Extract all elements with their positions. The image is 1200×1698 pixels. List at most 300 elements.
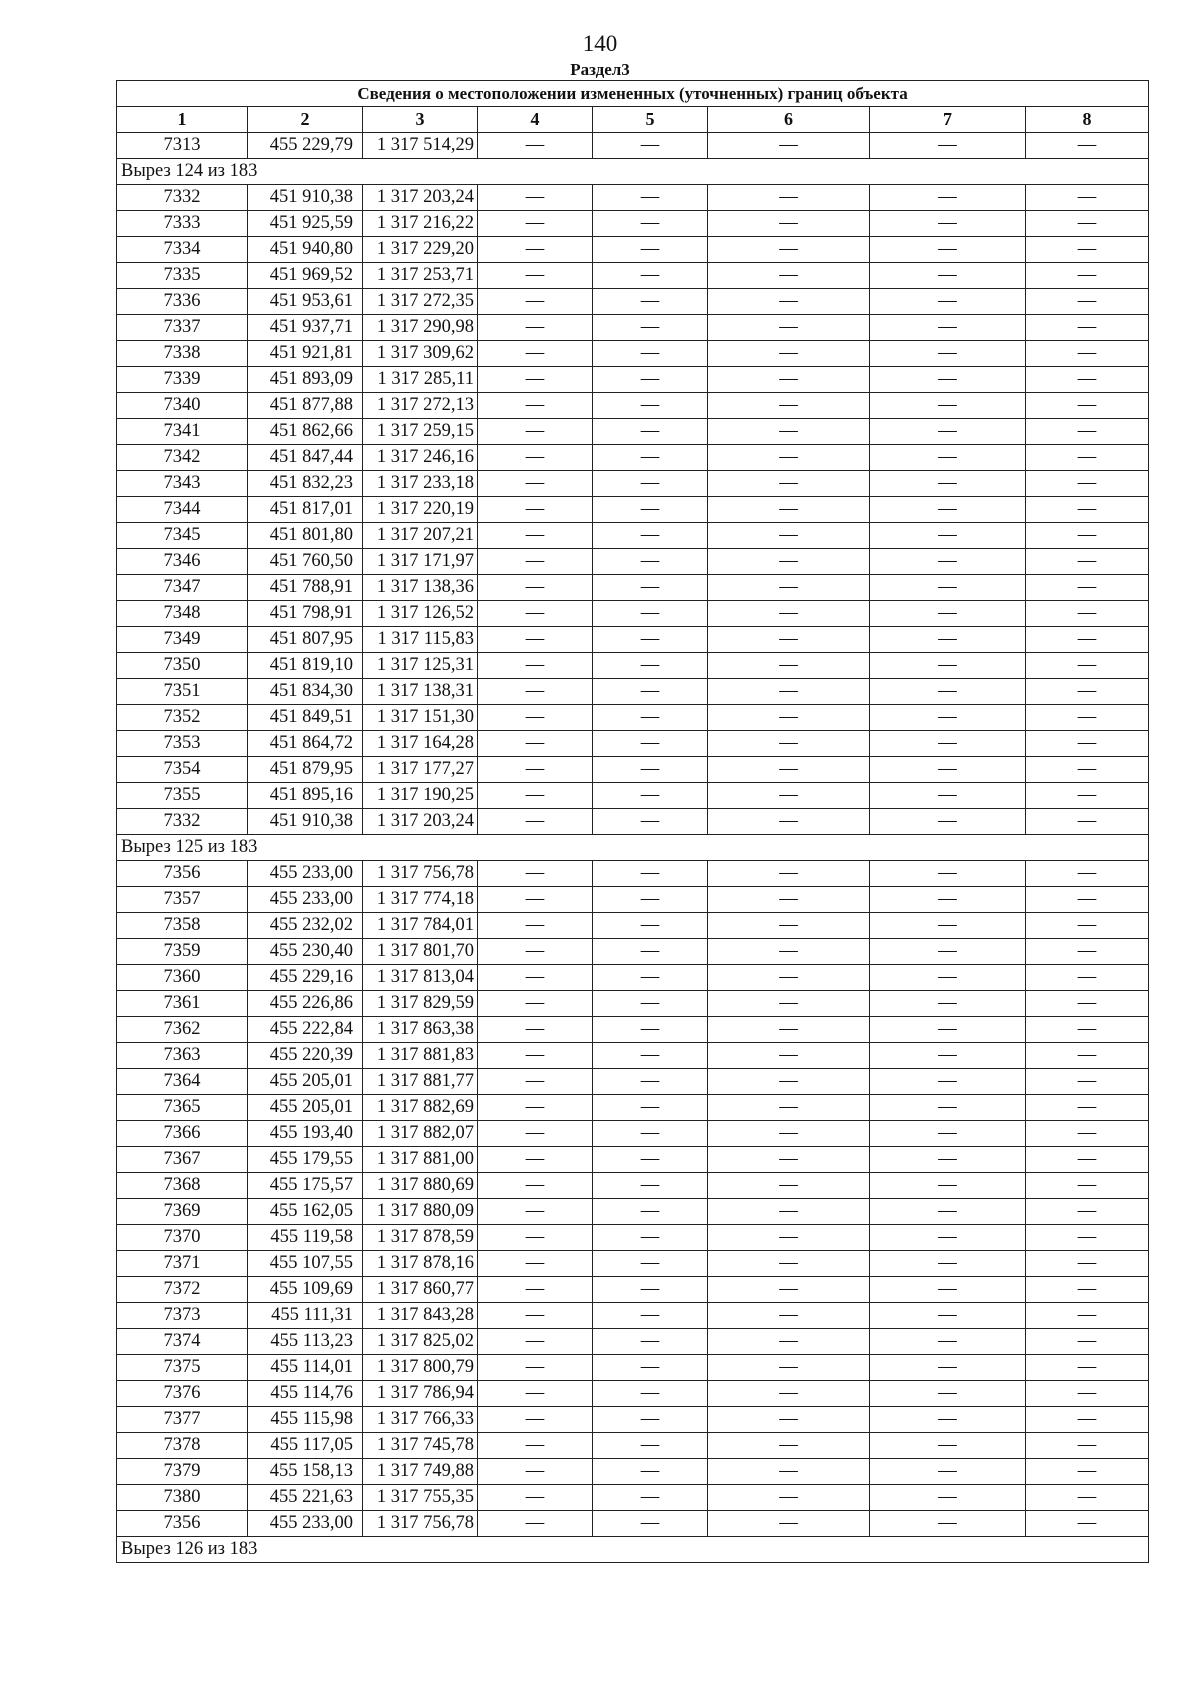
empty-value-dash: —	[870, 185, 1026, 211]
empty-value-dash: —	[478, 185, 593, 211]
empty-value-dash: —	[870, 965, 1026, 991]
x-coordinate: 455 114,76	[248, 1381, 363, 1407]
table-row	[117, 133, 1149, 159]
y-coordinate: 1 317 246,16	[363, 445, 478, 471]
coordinates-table	[116, 80, 1149, 1563]
x-coordinate: 451 921,81	[248, 341, 363, 367]
x-coordinate: 451 895,16	[248, 783, 363, 809]
point-number: 7340	[117, 393, 248, 419]
empty-value-dash: —	[708, 1251, 870, 1277]
empty-value-dash: —	[478, 1147, 593, 1173]
column-header: 1	[117, 107, 248, 133]
point-number: 7353	[117, 731, 248, 757]
table-row	[117, 1485, 1149, 1511]
empty-value-dash: —	[870, 1225, 1026, 1251]
empty-value-dash: —	[1026, 913, 1149, 939]
empty-value-dash: —	[708, 133, 870, 159]
empty-value-dash: —	[1026, 549, 1149, 575]
table-row	[117, 497, 1149, 523]
y-coordinate: 1 317 229,20	[363, 237, 478, 263]
empty-value-dash: —	[708, 185, 870, 211]
empty-value-dash: —	[1026, 809, 1149, 835]
empty-value-dash: —	[708, 289, 870, 315]
column-header: 2	[248, 107, 363, 133]
empty-value-dash: —	[1026, 315, 1149, 341]
empty-value-dash: —	[1026, 1485, 1149, 1511]
x-coordinate: 455 175,57	[248, 1173, 363, 1199]
empty-value-dash: —	[708, 1459, 870, 1485]
cut-label: Вырез 124 из 183	[117, 159, 1149, 185]
empty-value-dash: —	[870, 939, 1026, 965]
point-number: 7335	[117, 263, 248, 289]
table-row	[117, 783, 1149, 809]
empty-value-dash: —	[870, 1251, 1026, 1277]
empty-value-dash: —	[708, 679, 870, 705]
empty-value-dash: —	[1026, 653, 1149, 679]
empty-value-dash: —	[593, 289, 708, 315]
empty-value-dash: —	[870, 679, 1026, 705]
table-row	[117, 1433, 1149, 1459]
empty-value-dash: —	[708, 627, 870, 653]
point-number: 7343	[117, 471, 248, 497]
table-row	[117, 861, 1149, 887]
empty-value-dash: —	[708, 731, 870, 757]
table-row	[117, 289, 1149, 315]
x-coordinate: 455 205,01	[248, 1069, 363, 1095]
y-coordinate: 1 317 878,59	[363, 1225, 478, 1251]
empty-value-dash: —	[593, 1433, 708, 1459]
x-coordinate: 451 862,66	[248, 419, 363, 445]
y-coordinate: 1 317 800,79	[363, 1355, 478, 1381]
empty-value-dash: —	[478, 965, 593, 991]
empty-value-dash: —	[478, 913, 593, 939]
x-coordinate: 455 111,31	[248, 1303, 363, 1329]
empty-value-dash: —	[1026, 1277, 1149, 1303]
table-row	[117, 185, 1149, 211]
empty-value-dash: —	[593, 263, 708, 289]
empty-value-dash: —	[708, 1095, 870, 1121]
empty-value-dash: —	[478, 1199, 593, 1225]
empty-value-dash: —	[708, 211, 870, 237]
x-coordinate: 455 233,00	[248, 887, 363, 913]
y-coordinate: 1 317 756,78	[363, 861, 478, 887]
empty-value-dash: —	[708, 237, 870, 263]
empty-value-dash: —	[870, 1511, 1026, 1537]
x-coordinate: 455 205,01	[248, 1095, 363, 1121]
point-number: 7380	[117, 1485, 248, 1511]
table-row	[117, 237, 1149, 263]
point-number: 7374	[117, 1329, 248, 1355]
empty-value-dash: —	[870, 1329, 1026, 1355]
empty-value-dash: —	[478, 289, 593, 315]
y-coordinate: 1 317 745,78	[363, 1433, 478, 1459]
y-coordinate: 1 317 784,01	[363, 913, 478, 939]
empty-value-dash: —	[870, 1303, 1026, 1329]
empty-value-dash: —	[1026, 133, 1149, 159]
empty-value-dash: —	[1026, 1121, 1149, 1147]
point-number: 7378	[117, 1433, 248, 1459]
empty-value-dash: —	[708, 809, 870, 835]
empty-value-dash: —	[708, 549, 870, 575]
x-coordinate: 455 113,23	[248, 1329, 363, 1355]
empty-value-dash: —	[593, 653, 708, 679]
empty-value-dash: —	[870, 393, 1026, 419]
empty-value-dash: —	[593, 133, 708, 159]
empty-value-dash: —	[478, 1173, 593, 1199]
y-coordinate: 1 317 203,24	[363, 809, 478, 835]
empty-value-dash: —	[870, 705, 1026, 731]
column-header: 4	[478, 107, 593, 133]
empty-value-dash: —	[1026, 1303, 1149, 1329]
y-coordinate: 1 317 881,83	[363, 1043, 478, 1069]
empty-value-dash: —	[870, 731, 1026, 757]
empty-value-dash: —	[478, 861, 593, 887]
y-coordinate: 1 317 190,25	[363, 783, 478, 809]
empty-value-dash: —	[870, 471, 1026, 497]
empty-value-dash: —	[708, 1121, 870, 1147]
empty-value-dash: —	[708, 991, 870, 1017]
empty-value-dash: —	[478, 575, 593, 601]
empty-value-dash: —	[593, 1095, 708, 1121]
y-coordinate: 1 317 216,22	[363, 211, 478, 237]
empty-value-dash: —	[1026, 1355, 1149, 1381]
empty-value-dash: —	[708, 1173, 870, 1199]
x-coordinate: 451 893,09	[248, 367, 363, 393]
empty-value-dash: —	[1026, 861, 1149, 887]
empty-value-dash: —	[1026, 1459, 1149, 1485]
empty-value-dash: —	[708, 1277, 870, 1303]
page-number: 140	[582, 31, 618, 56]
point-number: 7342	[117, 445, 248, 471]
empty-value-dash: —	[870, 419, 1026, 445]
empty-value-dash: —	[870, 991, 1026, 1017]
y-coordinate: 1 317 881,77	[363, 1069, 478, 1095]
table-row	[117, 1277, 1149, 1303]
x-coordinate: 451 807,95	[248, 627, 363, 653]
y-coordinate: 1 317 220,19	[363, 497, 478, 523]
y-coordinate: 1 317 138,31	[363, 679, 478, 705]
empty-value-dash: —	[870, 445, 1026, 471]
empty-value-dash: —	[1026, 289, 1149, 315]
empty-value-dash: —	[1026, 393, 1149, 419]
x-coordinate: 451 937,71	[248, 315, 363, 341]
table-row	[117, 367, 1149, 393]
x-coordinate: 451 834,30	[248, 679, 363, 705]
y-coordinate: 1 317 766,33	[363, 1407, 478, 1433]
empty-value-dash: —	[478, 1433, 593, 1459]
empty-value-dash: —	[870, 341, 1026, 367]
empty-value-dash: —	[1026, 263, 1149, 289]
empty-value-dash: —	[1026, 1043, 1149, 1069]
point-number: 7377	[117, 1407, 248, 1433]
empty-value-dash: —	[478, 549, 593, 575]
empty-value-dash: —	[478, 237, 593, 263]
empty-value-dash: —	[1026, 211, 1149, 237]
empty-value-dash: —	[478, 939, 593, 965]
empty-value-dash: —	[708, 1407, 870, 1433]
empty-value-dash: —	[593, 679, 708, 705]
point-number: 7363	[117, 1043, 248, 1069]
empty-value-dash: —	[708, 1199, 870, 1225]
table-row	[117, 887, 1149, 913]
empty-value-dash: —	[708, 887, 870, 913]
empty-value-dash: —	[478, 1407, 593, 1433]
x-coordinate: 451 910,38	[248, 809, 363, 835]
empty-value-dash: —	[478, 1069, 593, 1095]
empty-value-dash: —	[708, 913, 870, 939]
empty-value-dash: —	[1026, 705, 1149, 731]
point-number: 7344	[117, 497, 248, 523]
empty-value-dash: —	[478, 783, 593, 809]
point-number: 7332	[117, 809, 248, 835]
empty-value-dash: —	[478, 1355, 593, 1381]
table-row	[117, 1303, 1149, 1329]
empty-value-dash: —	[1026, 1017, 1149, 1043]
empty-value-dash: —	[1026, 1225, 1149, 1251]
empty-value-dash: —	[870, 887, 1026, 913]
table-row	[117, 731, 1149, 757]
empty-value-dash: —	[478, 1329, 593, 1355]
empty-value-dash: —	[708, 575, 870, 601]
empty-value-dash: —	[1026, 237, 1149, 263]
y-coordinate: 1 317 164,28	[363, 731, 478, 757]
table-row	[117, 315, 1149, 341]
empty-value-dash: —	[708, 1225, 870, 1251]
empty-value-dash: —	[593, 1069, 708, 1095]
y-coordinate: 1 317 774,18	[363, 887, 478, 913]
empty-value-dash: —	[1026, 419, 1149, 445]
point-number: 7361	[117, 991, 248, 1017]
empty-value-dash: —	[478, 1017, 593, 1043]
y-coordinate: 1 317 309,62	[363, 341, 478, 367]
empty-value-dash: —	[478, 471, 593, 497]
empty-value-dash: —	[708, 471, 870, 497]
empty-value-dash: —	[870, 1381, 1026, 1407]
empty-value-dash: —	[478, 1381, 593, 1407]
table-caption-row	[117, 81, 1149, 107]
x-coordinate: 455 220,39	[248, 1043, 363, 1069]
empty-value-dash: —	[593, 1017, 708, 1043]
table-row	[117, 1043, 1149, 1069]
empty-value-dash: —	[708, 445, 870, 471]
table-row	[117, 575, 1149, 601]
empty-value-dash: —	[708, 757, 870, 783]
cut-label-row	[117, 1537, 1149, 1563]
point-number: 7373	[117, 1303, 248, 1329]
point-number: 7356	[117, 861, 248, 887]
point-number: 7359	[117, 939, 248, 965]
table-row	[117, 549, 1149, 575]
empty-value-dash: —	[870, 211, 1026, 237]
empty-value-dash: —	[478, 1485, 593, 1511]
y-coordinate: 1 317 749,88	[363, 1459, 478, 1485]
empty-value-dash: —	[708, 1147, 870, 1173]
x-coordinate: 451 801,80	[248, 523, 363, 549]
empty-value-dash: —	[478, 1459, 593, 1485]
empty-value-dash: —	[870, 1199, 1026, 1225]
empty-value-dash: —	[593, 549, 708, 575]
table-row	[117, 393, 1149, 419]
table-row	[117, 1407, 1149, 1433]
empty-value-dash: —	[708, 1017, 870, 1043]
empty-value-dash: —	[1026, 1381, 1149, 1407]
empty-value-dash: —	[708, 315, 870, 341]
empty-value-dash: —	[870, 1095, 1026, 1121]
y-coordinate: 1 317 259,15	[363, 419, 478, 445]
point-number: 7375	[117, 1355, 248, 1381]
empty-value-dash: —	[1026, 601, 1149, 627]
empty-value-dash: —	[1026, 1173, 1149, 1199]
point-number: 7351	[117, 679, 248, 705]
empty-value-dash: —	[593, 367, 708, 393]
empty-value-dash: —	[708, 1433, 870, 1459]
y-coordinate: 1 317 177,27	[363, 757, 478, 783]
table-row	[117, 1329, 1149, 1355]
empty-value-dash: —	[870, 1147, 1026, 1173]
table-row	[117, 1459, 1149, 1485]
empty-value-dash: —	[593, 705, 708, 731]
y-coordinate: 1 317 233,18	[363, 471, 478, 497]
table-row	[117, 1147, 1149, 1173]
point-number: 7379	[117, 1459, 248, 1485]
x-coordinate: 455 117,05	[248, 1433, 363, 1459]
empty-value-dash: —	[1026, 575, 1149, 601]
empty-value-dash: —	[478, 757, 593, 783]
column-header: 3	[363, 107, 478, 133]
empty-value-dash: —	[1026, 497, 1149, 523]
table-row	[117, 1251, 1149, 1277]
empty-value-dash: —	[708, 1381, 870, 1407]
empty-value-dash: —	[593, 497, 708, 523]
empty-value-dash: —	[870, 627, 1026, 653]
x-coordinate: 451 832,23	[248, 471, 363, 497]
empty-value-dash: —	[870, 783, 1026, 809]
empty-value-dash: —	[593, 601, 708, 627]
cut-label: Вырез 126 из 183	[117, 1537, 1149, 1563]
table-row	[117, 419, 1149, 445]
empty-value-dash: —	[478, 497, 593, 523]
empty-value-dash: —	[870, 757, 1026, 783]
empty-value-dash: —	[708, 783, 870, 809]
empty-value-dash: —	[593, 445, 708, 471]
x-coordinate: 455 233,00	[248, 861, 363, 887]
empty-value-dash: —	[708, 705, 870, 731]
empty-value-dash: —	[593, 1121, 708, 1147]
empty-value-dash: —	[478, 705, 593, 731]
empty-value-dash: —	[478, 1303, 593, 1329]
x-coordinate: 451 953,61	[248, 289, 363, 315]
table-row	[117, 627, 1149, 653]
x-coordinate: 451 864,72	[248, 731, 363, 757]
empty-value-dash: —	[1026, 783, 1149, 809]
point-number: 7352	[117, 705, 248, 731]
empty-value-dash: —	[870, 1277, 1026, 1303]
table-row	[117, 965, 1149, 991]
table-row	[117, 705, 1149, 731]
y-coordinate: 1 317 755,35	[363, 1485, 478, 1511]
empty-value-dash: —	[593, 523, 708, 549]
y-coordinate: 1 317 880,69	[363, 1173, 478, 1199]
point-number: 7313	[117, 133, 248, 159]
empty-value-dash: —	[1026, 471, 1149, 497]
x-coordinate: 451 910,38	[248, 185, 363, 211]
point-number: 7333	[117, 211, 248, 237]
section-title: Раздел3	[570, 60, 630, 79]
empty-value-dash: —	[870, 1459, 1026, 1485]
empty-value-dash: —	[708, 1329, 870, 1355]
empty-value-dash: —	[1026, 1511, 1149, 1537]
x-coordinate: 455 119,58	[248, 1225, 363, 1251]
table-body	[117, 133, 1149, 1563]
empty-value-dash: —	[870, 315, 1026, 341]
y-coordinate: 1 317 253,71	[363, 263, 478, 289]
empty-value-dash: —	[593, 939, 708, 965]
x-coordinate: 451 798,91	[248, 601, 363, 627]
table-row	[117, 1225, 1149, 1251]
y-coordinate: 1 317 863,38	[363, 1017, 478, 1043]
y-coordinate: 1 317 207,21	[363, 523, 478, 549]
table-row	[117, 1355, 1149, 1381]
x-coordinate: 455 115,98	[248, 1407, 363, 1433]
empty-value-dash: —	[870, 549, 1026, 575]
empty-value-dash: —	[478, 393, 593, 419]
point-number: 7348	[117, 601, 248, 627]
table-row	[117, 1095, 1149, 1121]
table-row	[117, 939, 1149, 965]
y-coordinate: 1 317 860,77	[363, 1277, 478, 1303]
x-coordinate: 451 817,01	[248, 497, 363, 523]
point-number: 7370	[117, 1225, 248, 1251]
table-row	[117, 211, 1149, 237]
table-row	[117, 913, 1149, 939]
empty-value-dash: —	[1026, 1069, 1149, 1095]
empty-value-dash: —	[593, 1173, 708, 1199]
column-header: 8	[1026, 107, 1149, 133]
point-number: 7334	[117, 237, 248, 263]
empty-value-dash: —	[1026, 1147, 1149, 1173]
empty-value-dash: —	[478, 263, 593, 289]
point-number: 7349	[117, 627, 248, 653]
table-caption: Сведения о местоположении измененных (уточненных) границ объекта	[117, 81, 1149, 107]
x-coordinate: 451 969,52	[248, 263, 363, 289]
y-coordinate: 1 317 290,98	[363, 315, 478, 341]
empty-value-dash: —	[1026, 887, 1149, 913]
point-number: 7376	[117, 1381, 248, 1407]
y-coordinate: 1 317 151,30	[363, 705, 478, 731]
table-row	[117, 523, 1149, 549]
table-row	[117, 445, 1149, 471]
empty-value-dash: —	[870, 1069, 1026, 1095]
table-row	[117, 471, 1149, 497]
empty-value-dash: —	[478, 133, 593, 159]
empty-value-dash: —	[870, 523, 1026, 549]
y-coordinate: 1 317 126,52	[363, 601, 478, 627]
empty-value-dash: —	[708, 861, 870, 887]
point-number: 7358	[117, 913, 248, 939]
empty-value-dash: —	[1026, 939, 1149, 965]
empty-value-dash: —	[593, 627, 708, 653]
column-header: 5	[593, 107, 708, 133]
empty-value-dash: —	[478, 341, 593, 367]
empty-value-dash: —	[1026, 757, 1149, 783]
x-coordinate: 451 819,10	[248, 653, 363, 679]
y-coordinate: 1 317 829,59	[363, 991, 478, 1017]
empty-value-dash: —	[593, 575, 708, 601]
table-row	[117, 1121, 1149, 1147]
empty-value-dash: —	[1026, 679, 1149, 705]
y-coordinate: 1 317 882,69	[363, 1095, 478, 1121]
point-number: 7332	[117, 185, 248, 211]
